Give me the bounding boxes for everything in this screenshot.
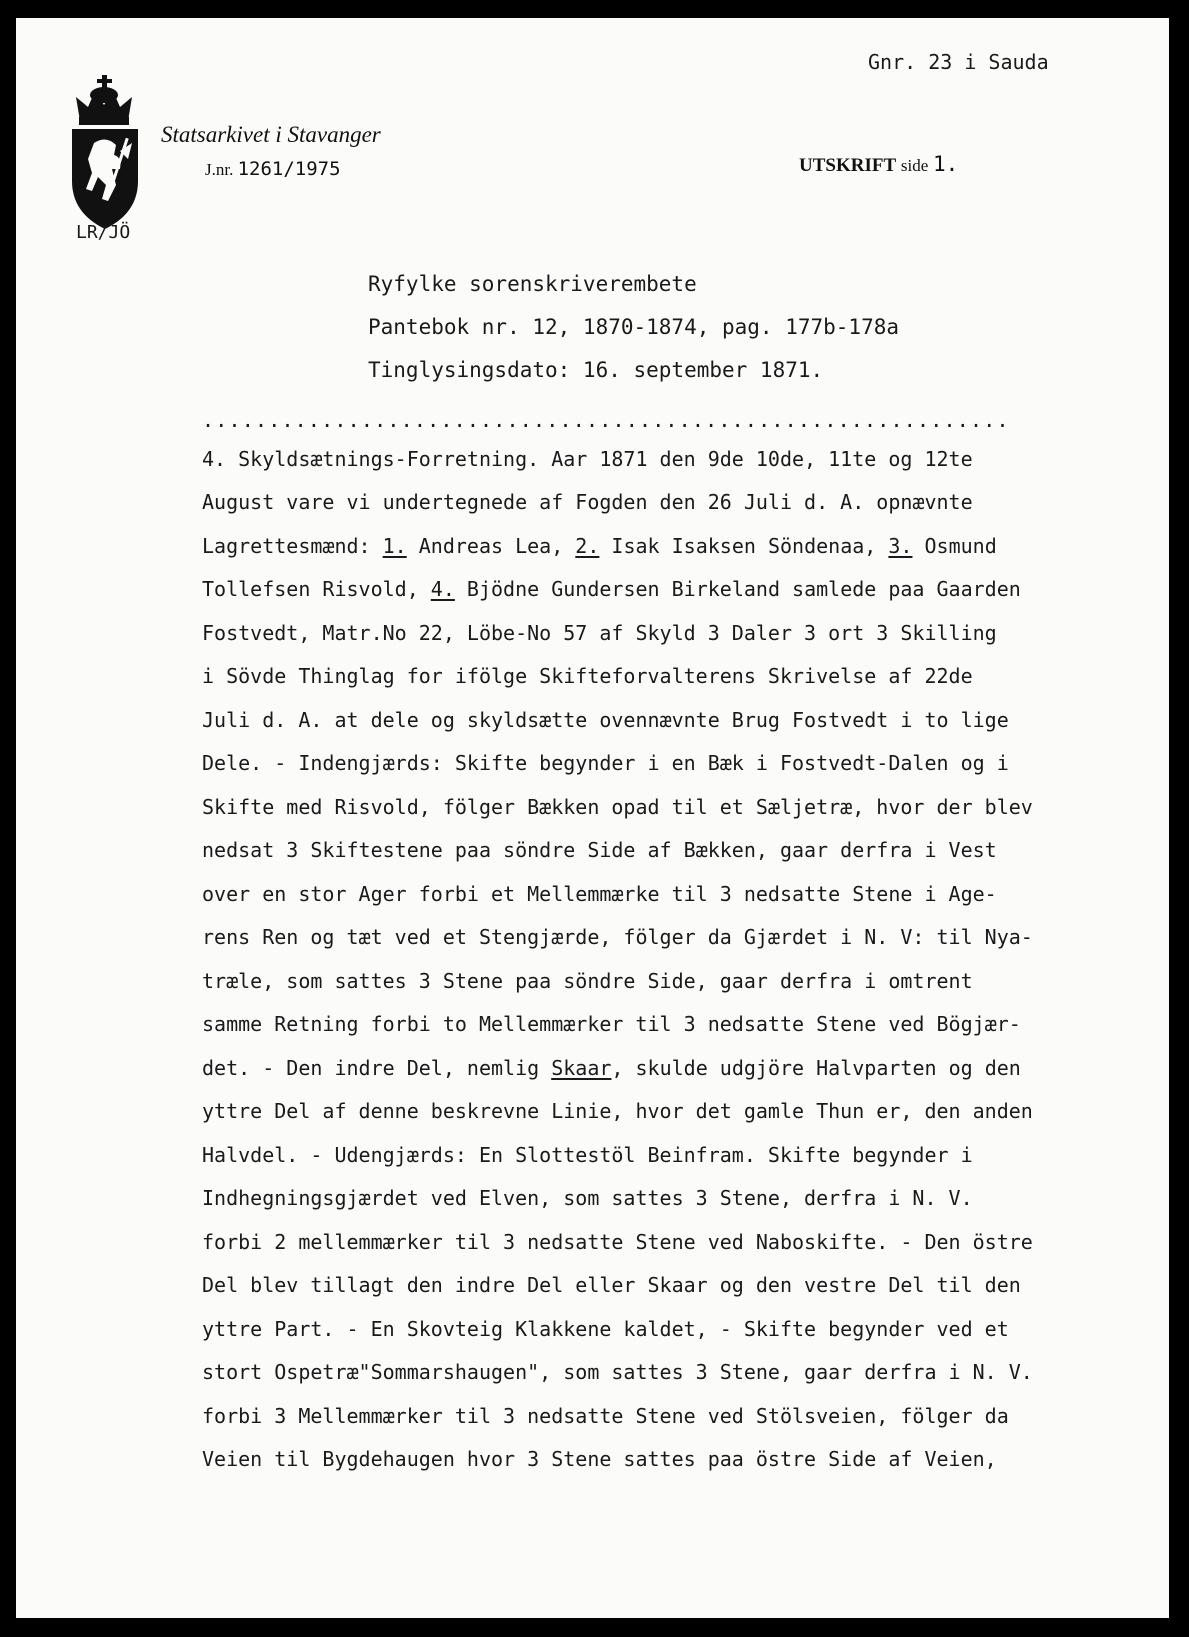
- body-line: Indhegningsgjærdet ved Elven, som sattes 3 Stene, derfra i N. V.: [202, 1186, 973, 1210]
- gnr-reference: Gnr. 23 i Sauda: [868, 50, 1049, 74]
- body-line: stort Ospetræ"Sommarshaugen", som sattes 3 Stene, gaar derfra i N. V.: [202, 1360, 1033, 1384]
- document-page: [16, 18, 1169, 1618]
- utskrift-label: UTSKRIFT: [799, 155, 897, 176]
- initials: LR/JÖ: [76, 222, 131, 243]
- body-line: Skifte med Risvold, fölger Bækken opad til et Sæljetræ, hvor der blev: [202, 795, 1033, 819]
- body-line: 4. Skyldsætnings-Forretning. Aar 1871 den 9de 10de, 11te og 12te: [202, 447, 973, 471]
- jnr-label: J.nr.: [205, 160, 234, 179]
- body-line: det. - Den indre Del, nemlig Skaar, skulde udgjöre Halvparten og den: [202, 1056, 1021, 1080]
- body-line: yttre Part. - En Skovteig Klakkene kaldet, - Skifte begynder ved et: [202, 1317, 1009, 1341]
- body-line: Dele. - Indengjærds: Skifte begynder i en Bæk i Fostvedt-Dalen og i: [202, 751, 1009, 775]
- body-line: Fostvedt, Matr.No 22, Löbe-No 57 af Skyld 3 Daler 3 ort 3 Skilling: [202, 621, 997, 645]
- norwegian-lion-crest-icon: [62, 73, 148, 233]
- body-line: Del blev tillagt den indre Del eller Skaar og den vestre Del til den: [202, 1273, 1021, 1297]
- body-line: Juli d. A. at dele og skyldsætte ovennævnte Brug Fostvedt i to lige: [202, 708, 1009, 732]
- source-office: Ryfylke sorenskriverembete: [368, 272, 697, 296]
- body-line: Lagrettesmænd: 1. Andreas Lea, 2. Isak Isaksen Söndenaa, 3. Osmund: [202, 534, 997, 558]
- body-line: yttre Del af denne beskrevne Linie, hvor det gamle Thun er, den anden: [202, 1099, 1033, 1123]
- body-line: forbi 2 mellemmærker til 3 nedsatte Stene ved Naboskifte. - Den östre: [202, 1230, 1033, 1254]
- body-line: nedsat 3 Skiftestene paa söndre Side af Bækken, gaar derfra i Vest: [202, 838, 997, 862]
- body-line: Halvdel. - Udengjærds: En Slottestöl Beinfram. Skifte begynder i: [202, 1143, 973, 1167]
- journal-number: [205, 158, 341, 180]
- body-line: August vare vi undertegnede af Fogden den 26 Juli d. A. opnævnte: [202, 490, 973, 514]
- body-line: Veien til Bygdehaugen hvor 3 Stene sattes paa östre Side af Veien,: [202, 1447, 997, 1471]
- source-date: Tinglysingsdato: 16. september 1871.: [368, 358, 824, 382]
- separator-dots: .............................................................: [202, 408, 1010, 432]
- body-line: samme Retning forbi to Mellemmærker til 3 nedsatte Stene ved Bögjær-: [202, 1012, 1021, 1036]
- body-line: Tollefsen Risvold, 4. Bjödne Gundersen Birkeland samlede paa Gaarden: [202, 577, 1021, 601]
- page-indicator: [799, 152, 958, 177]
- body-line: over en stor Ager forbi et Mellemmærke til 3 nedsatte Stene i Age-: [202, 882, 997, 906]
- page-number: 1.: [933, 152, 959, 176]
- source-book: Pantebok nr. 12, 1870-1874, pag. 177b-178a: [368, 315, 900, 339]
- side-label: side: [900, 156, 929, 175]
- jnr-number: 1261/1975: [237, 158, 341, 180]
- body-line: forbi 3 Mellemmærker til 3 nedsatte Stene ved Stölsveien, fölger da: [202, 1404, 1009, 1428]
- body-line: træle, som sattes 3 Stene paa söndre Side, gaar derfra i omtrent: [202, 969, 973, 993]
- body-line: i Sövde Thinglag for ifölge Skifteforvalterens Skrivelse af 22de: [202, 664, 973, 688]
- body-line: rens Ren og tæt ved et Stengjærde, fölger da Gjærdet i N. V: til Nya-: [202, 925, 1033, 949]
- archive-name: Statsarkivet i Stavanger: [161, 122, 381, 147]
